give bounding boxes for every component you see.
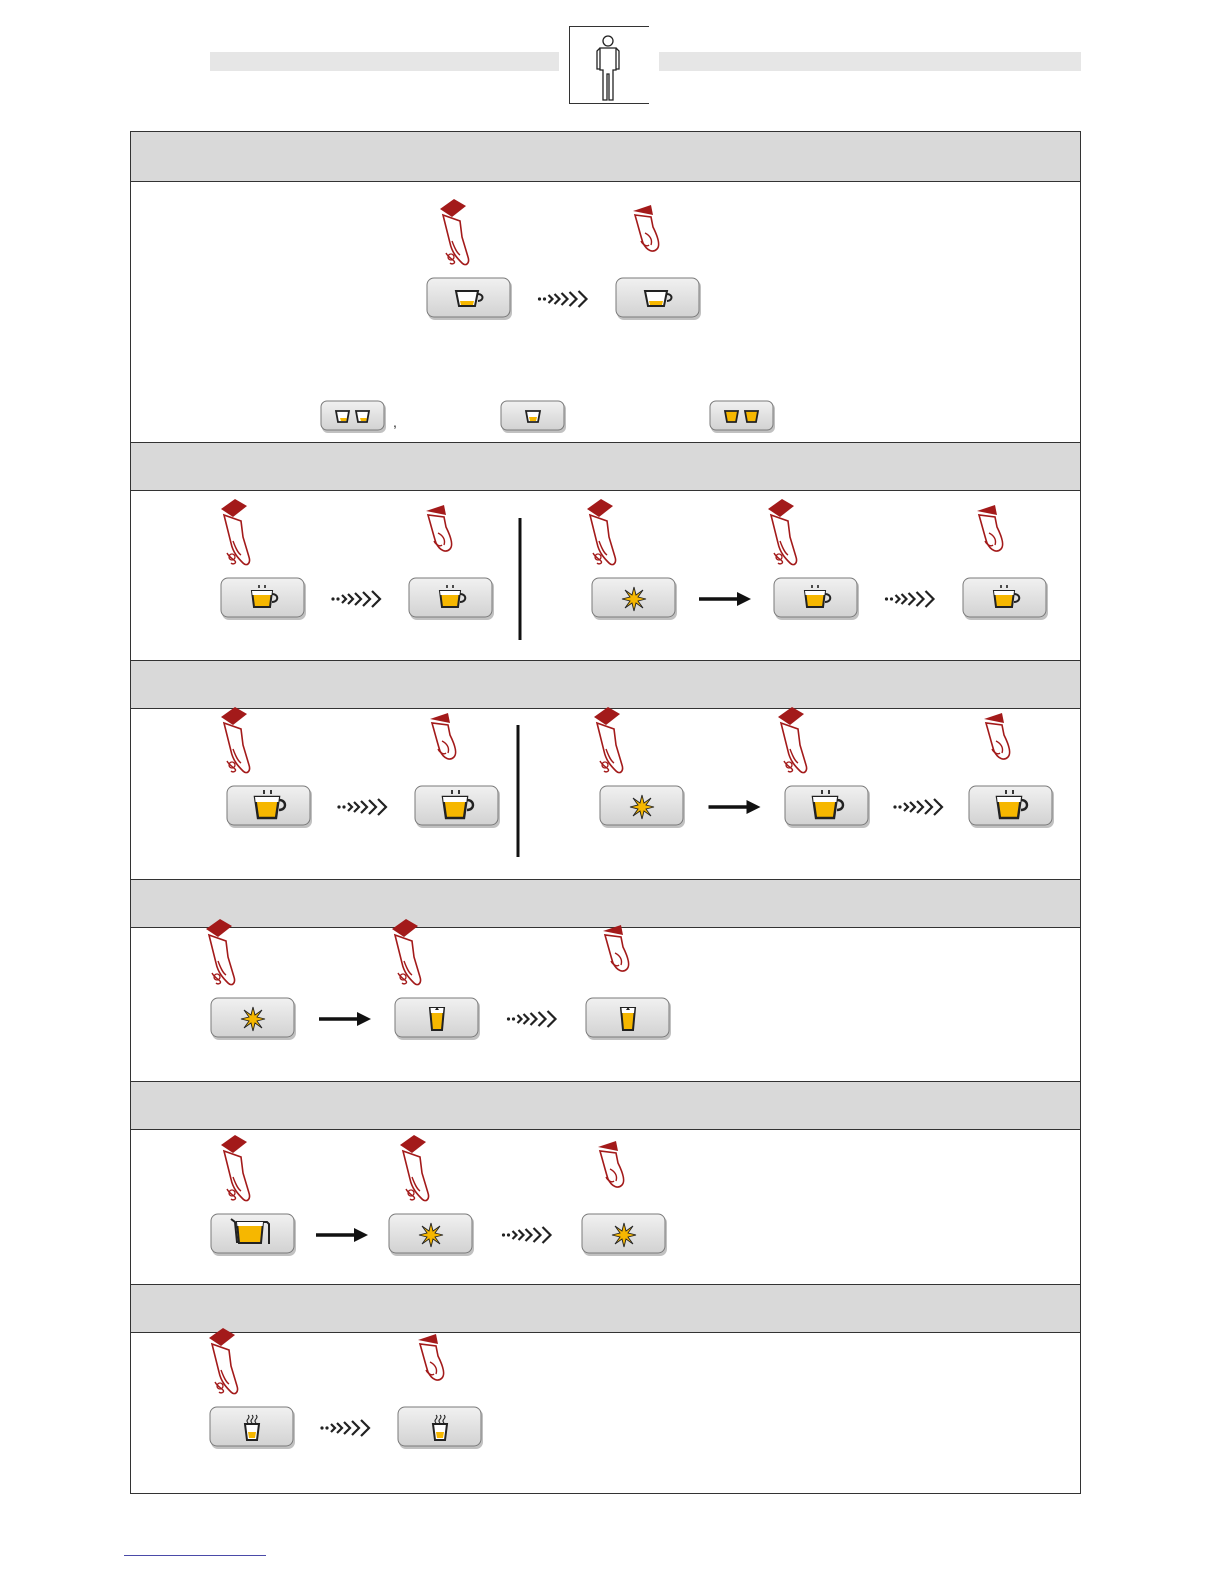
large-cup-button[interactable] [415, 786, 500, 828]
hand-press-icon [221, 707, 250, 773]
hand-press-icon [594, 707, 623, 773]
large-cup-button[interactable] [969, 786, 1054, 828]
hand-press-icon [778, 707, 807, 773]
hand-press-icon [392, 919, 421, 985]
arrow-icon [316, 1228, 368, 1242]
glass-button[interactable] [586, 998, 671, 1040]
dotted-arrow-icon [507, 1011, 556, 1027]
note-comma: , [393, 414, 397, 430]
hand-press-icon [440, 199, 469, 265]
hot-water-button[interactable] [210, 1407, 295, 1449]
dotted-arrow-icon [538, 291, 587, 307]
hand-press-icon [221, 499, 250, 565]
glass-icon [430, 1007, 444, 1030]
arrow-icon [709, 800, 761, 814]
aroma-star-button[interactable] [600, 786, 685, 828]
hand-press-icon [400, 1135, 429, 1201]
hand-press-icon [768, 499, 797, 565]
button-body [710, 401, 775, 433]
aroma-star-icon [612, 1223, 636, 1247]
hand-release-icon [598, 1141, 624, 1187]
jug-button[interactable] [211, 1214, 296, 1256]
cappuccino-cup-button[interactable] [409, 578, 494, 620]
cup-small-button[interactable] [427, 278, 512, 320]
aroma-star-button[interactable] [582, 1214, 667, 1256]
large-cup-button[interactable] [227, 786, 312, 828]
double-cup-button[interactable] [321, 401, 386, 433]
dotted-arrow-icon [502, 1227, 551, 1243]
cup-small-button[interactable] [616, 278, 701, 320]
hand-release-icon [426, 505, 452, 551]
hand-press-icon [206, 919, 235, 985]
aroma-star-icon [630, 795, 654, 819]
cappuccino-cup-button[interactable] [221, 578, 306, 620]
hot-water-button[interactable] [398, 1407, 483, 1449]
dotted-arrow-icon [893, 799, 942, 815]
aroma-star-button[interactable] [389, 1214, 474, 1256]
aroma-star-icon [622, 587, 646, 611]
hand-release-icon [977, 505, 1003, 551]
hand-release-icon [633, 205, 659, 251]
glass-button[interactable] [395, 998, 480, 1040]
dotted-arrow-icon [885, 591, 934, 607]
hand-release-icon [430, 713, 456, 759]
single-cup-small-icon [526, 411, 540, 422]
single-cup-small-button[interactable] [501, 401, 566, 433]
arrow-icon [319, 1012, 371, 1026]
large-cup-button[interactable] [785, 786, 870, 828]
hand-press-icon [221, 1135, 250, 1201]
hand-press-icon [209, 1328, 238, 1394]
cappuccino-cup-button[interactable] [774, 578, 859, 620]
hand-press-icon [587, 499, 616, 565]
dotted-arrow-icon [331, 591, 380, 607]
glass-icon [621, 1007, 635, 1030]
arrow-icon [699, 592, 751, 606]
button-body [321, 401, 386, 433]
hand-release-icon [603, 925, 629, 971]
hand-release-icon [984, 713, 1010, 759]
dotted-arrow-icon [320, 1420, 369, 1436]
double-cup-filled-button[interactable] [710, 401, 775, 433]
footer-rule [124, 1555, 266, 1556]
aroma-star-icon [241, 1007, 265, 1031]
aroma-star-button[interactable] [592, 578, 677, 620]
aroma-star-icon [419, 1223, 443, 1247]
dotted-arrow-icon [337, 799, 386, 815]
aroma-star-button[interactable] [211, 998, 296, 1040]
hand-release-icon [418, 1334, 444, 1380]
cappuccino-cup-button[interactable] [963, 578, 1048, 620]
